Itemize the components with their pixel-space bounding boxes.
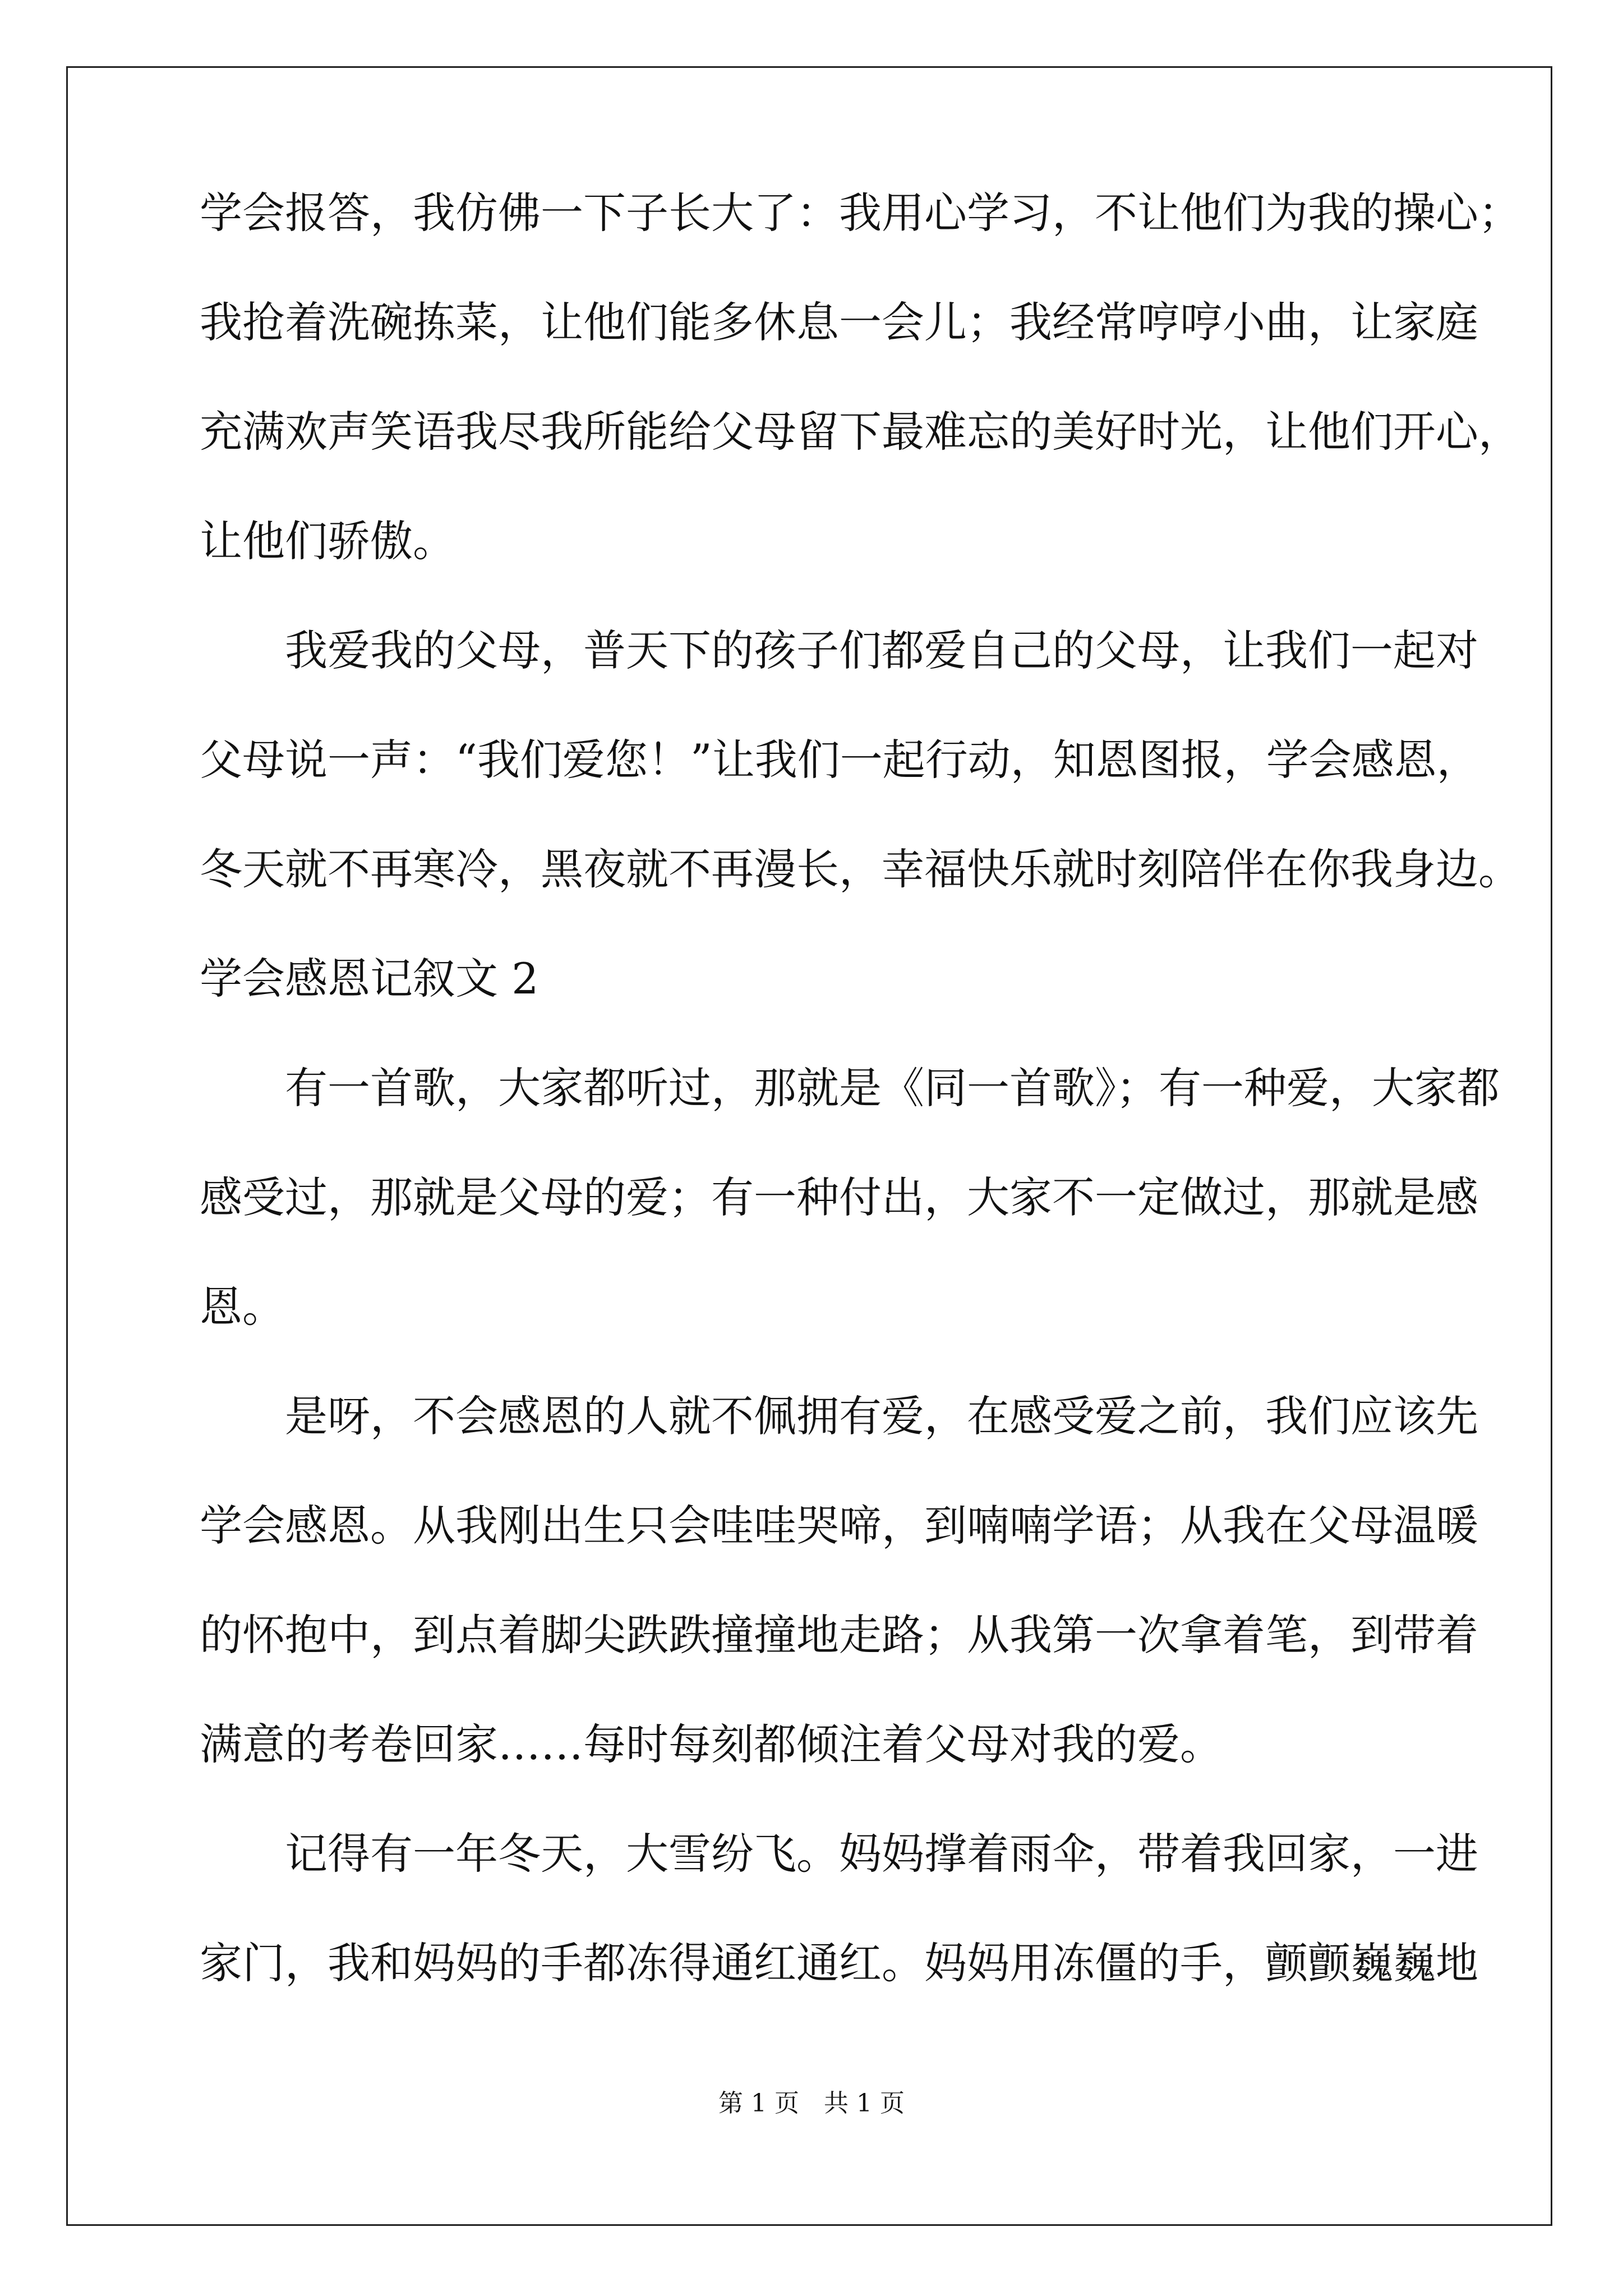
text-line: 学会感恩。从我刚出生只会哇哇哭啼，到喃喃学语；从我在父母温暖 <box>200 1501 1478 1550</box>
page-number-footer: 第 1 页 共 1 页 <box>718 2089 905 2118</box>
text-line: 记得有一年冬天，大雪纷飞。妈妈撑着雨伞，带着我回家，一进 <box>200 1829 1478 1879</box>
text-line: 学会报答，我仿佛一下子长大了：我用心学习，不让他们为我的操心； <box>200 188 1521 238</box>
text-line: 让他们骄傲。 <box>200 516 455 566</box>
page-border <box>66 66 1552 2226</box>
section-heading: 学会感恩记叙文 2 <box>200 954 539 1004</box>
text-line: 父母说一声：“我们爱您！”让我们一起行动，知恩图报，学会感恩， <box>200 735 1479 785</box>
text-line: 的怀抱中，到点着脚尖跌跌撞撞地走路；从我第一次拿着笔，到带着 <box>200 1610 1478 1660</box>
text-line: 感受过，那就是父母的爱；有一种付出，大家不一定做过，那就是感 <box>200 1172 1478 1222</box>
text-line: 是呀，不会感恩的人就不佩拥有爱，在感受爱之前，我们应该先 <box>200 1391 1478 1441</box>
text-line: 我爱我的父母，普天下的孩子们都爱自己的父母，让我们一起对 <box>200 625 1478 675</box>
text-line: 满意的考卷回家……每时每刻都倾注着父母对我的爱。 <box>200 1719 1223 1769</box>
text-line: 家门，我和妈妈的手都冻得通红通红。妈妈用冻僵的手，颤颤巍巍地 <box>200 1938 1478 1988</box>
text-line: 恩。 <box>200 1282 285 1332</box>
text-line: 充满欢声笑语我尽我所能给父母留下最难忘的美好时光，让他们开心， <box>200 407 1521 457</box>
text-line: 有一首歌，大家都听过，那就是《同一首歌》；有一种爱，大家都 <box>200 1063 1500 1113</box>
text-line: 冬天就不再寒冷，黑夜就不再漫长，幸福快乐就时刻陪伴在你我身边。 <box>200 844 1521 894</box>
text-line: 我抢着洗碗拣菜，让他们能多休息一会儿；我经常哼哼小曲，让家庭 <box>200 297 1478 347</box>
